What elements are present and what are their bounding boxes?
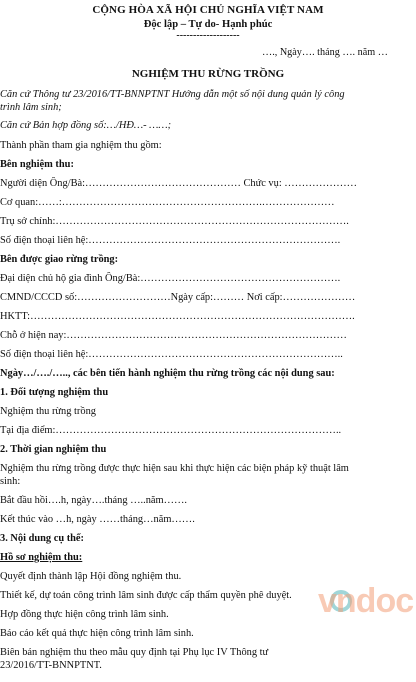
basis-line-2: Căn cứ Bản hợp đồng số:…/HĐ…- ……; (0, 120, 172, 131)
section-2-heading: 2. Thời gian nghiệm thu (0, 444, 107, 455)
section-1-line-1: Nghiệm thu rừng trồng (0, 406, 96, 417)
acceptor-agency: Cơ quan:……:………………………………………………….………………… (0, 197, 335, 208)
record-doc-1: Quyết định thành lập Hội đồng nghiệm thu. (0, 571, 182, 582)
participants-line: Thành phần tham gia nghiệm thu gồm: (0, 140, 162, 151)
record-doc-5a: Biên bản nghiệm thu theo mẫu quy định tại Phụ lục IV Thông tư (0, 647, 269, 658)
record-doc-4: Báo cáo kết quả thực hiện công trình lâm sinh. (0, 628, 194, 639)
section-3-heading: 3. Nội dung cụ thể: (0, 533, 85, 544)
receiver-id: CMND/CCCD số:………………………Ngày cấp:……… Nơi cấp:………………… (0, 292, 356, 303)
section-1-heading: 1. Đối tượng nghiệm thu (0, 387, 109, 398)
record-doc-2: Thiết kế, dự toán công trình lâm sinh được cấp thẩm quyền phê duyệt. (0, 590, 292, 601)
section-2-line-1b: sinh: (0, 476, 21, 487)
receiver-phone: Số điện thoại liên hệ:……………………………………………………………….. (0, 349, 343, 360)
record-doc-3: Hợp đồng thực hiện công trình lâm sinh. (0, 609, 169, 620)
record-doc-5b: 23/2016/TT-BNNPTNT. (0, 660, 102, 671)
section-2-end: Kết thúc vào …h, ngày ……tháng…năm……. (0, 514, 195, 525)
section-2-line-1a: Nghiệm thu rừng trồng được thực hiện sau khi thực hiện các biện pháp kỹ thuật lâm (0, 463, 349, 474)
acceptance-intro: Ngày…/…./….., các bên tiến hành nghiệm thu rừng trồng các nội dung sau: (0, 368, 335, 379)
motto: Độc lập – Tự do- Hạnh phúc (143, 18, 273, 30)
basis-line-1b: trình lâm sinh; (0, 102, 62, 113)
watermark-logo: vndoc (318, 582, 414, 620)
nation-heading: CỘNG HÒA XÃ HỘI CHỦ NGHĨA VIỆT NAM (92, 4, 324, 16)
acceptor-phone: Số điện thoại liên hệ:………………………………………………………………. (0, 235, 341, 246)
document-header (0, 4, 416, 42)
receiver-rep: Đại diện chủ hộ gia đình Ông/Bà:…………………………………………………. (0, 273, 341, 284)
receiver-address: Chỗ ở hiện nay:……………………………………………………………………… (0, 330, 347, 341)
header-divider: ------------------- (176, 29, 240, 41)
acceptor-rep: Người diện Ông/Bà:……………………………………… Chức vụ: ………………… (0, 178, 358, 189)
document-title: NGHIỆM THU RỪNG TRỒNG (131, 68, 285, 80)
receiver-hktt: HKTT:…………………………………………………………………………………. (0, 311, 355, 322)
receiver-heading: Bên được giao rừng trồng: (0, 254, 119, 265)
acceptor-heading: Bên nghiệm thu: (0, 159, 74, 170)
section-1-location: Tại địa điểm:……………………………………………………………………….. (0, 425, 342, 436)
section-3-subheading: Hồ sơ nghiệm thu: (0, 552, 83, 563)
section-2-start: Bắt đầu hồi….h, ngày….tháng …..năm……. (0, 495, 188, 506)
basis-line-1a: Căn cứ Thông tư 23/2016/TT-BNNPTNT Hướng dẫn một số nội dung quản lý công (0, 89, 345, 100)
acceptor-office: Trụ sở chính:…………………………………………………………………………. (0, 216, 349, 227)
date-line: …., Ngày…. tháng …. năm … (262, 47, 388, 58)
